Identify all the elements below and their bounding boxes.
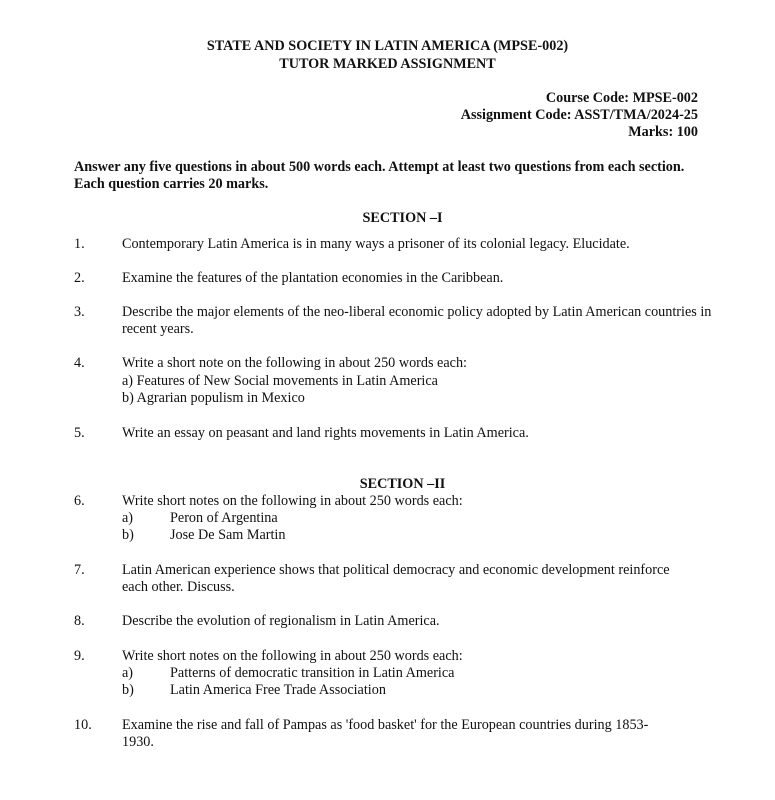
question-part-label: b) <box>122 682 134 698</box>
question-part-label: a) <box>122 510 134 526</box>
question-part: a) Features of New Social movements in Latin America <box>122 373 438 389</box>
question-part: Patterns of democratic transition in Latin America <box>170 665 455 681</box>
question-number: 8. <box>74 613 85 629</box>
question-number: 9. <box>74 648 85 664</box>
question-text: Describe the major elements of the neo-liberal economic policy adopted by Latin American countries in recent years. <box>122 304 712 337</box>
question-text: Latin American experience shows that political democracy and economic development reinforce each other. Discuss. <box>122 562 670 595</box>
question-number: 3. <box>74 304 85 320</box>
section-2-heading: SECTION –II <box>359 476 446 492</box>
assignment-code: Assignment Code: ASST/TMA/2024-25 <box>460 107 698 123</box>
question-text: Describe the evolution of regionalism in Latin America. <box>122 613 440 629</box>
question-text: Write an essay on peasant and land rights movements in Latin America. <box>122 425 529 441</box>
document-subtitle: TUTOR MARKED ASSIGNMENT <box>279 56 496 72</box>
question-number: 10. <box>74 717 92 733</box>
document-title: STATE AND SOCIETY IN LATIN AMERICA (MPSE-002) <box>206 38 569 54</box>
question-part-label: a) <box>122 665 134 681</box>
question-part: Peron of Argentina <box>170 510 278 526</box>
question-text: Examine the rise and fall of Pampas as 'food basket' for the European countries during 1853-1930. <box>122 717 649 750</box>
question-part: Latin America Free Trade Association <box>170 682 386 698</box>
question-number: 7. <box>74 562 85 578</box>
question-number: 6. <box>74 493 85 509</box>
question-text: Write short notes on the following in about 250 words each: <box>122 648 463 664</box>
question-number: 2. <box>74 270 85 286</box>
question-part: Jose De Sam Martin <box>170 527 286 543</box>
question-part: b) Agrarian populism in Mexico <box>122 390 305 406</box>
instructions: Answer any five questions in about 500 words each. Attempt at least two questions from each section. Each question carries 20 marks. <box>74 159 685 192</box>
question-text: Examine the features of the plantation economies in the Caribbean. <box>122 270 504 286</box>
section-1-heading: SECTION –I <box>362 210 443 226</box>
marks: Marks: 100 <box>628 124 698 140</box>
question-number: 5. <box>74 425 85 441</box>
question-part-label: b) <box>122 527 134 543</box>
question-text: Write short notes on the following in about 250 words each: <box>122 493 463 509</box>
course-code: Course Code: MPSE-002 <box>545 90 698 106</box>
question-text: Contemporary Latin America is in many ways a prisoner of its colonial legacy. Elucidate. <box>122 236 630 252</box>
question-number: 4. <box>74 355 85 371</box>
question-text: Write a short note on the following in about 250 words each: <box>122 355 467 371</box>
question-number: 1. <box>74 236 85 252</box>
